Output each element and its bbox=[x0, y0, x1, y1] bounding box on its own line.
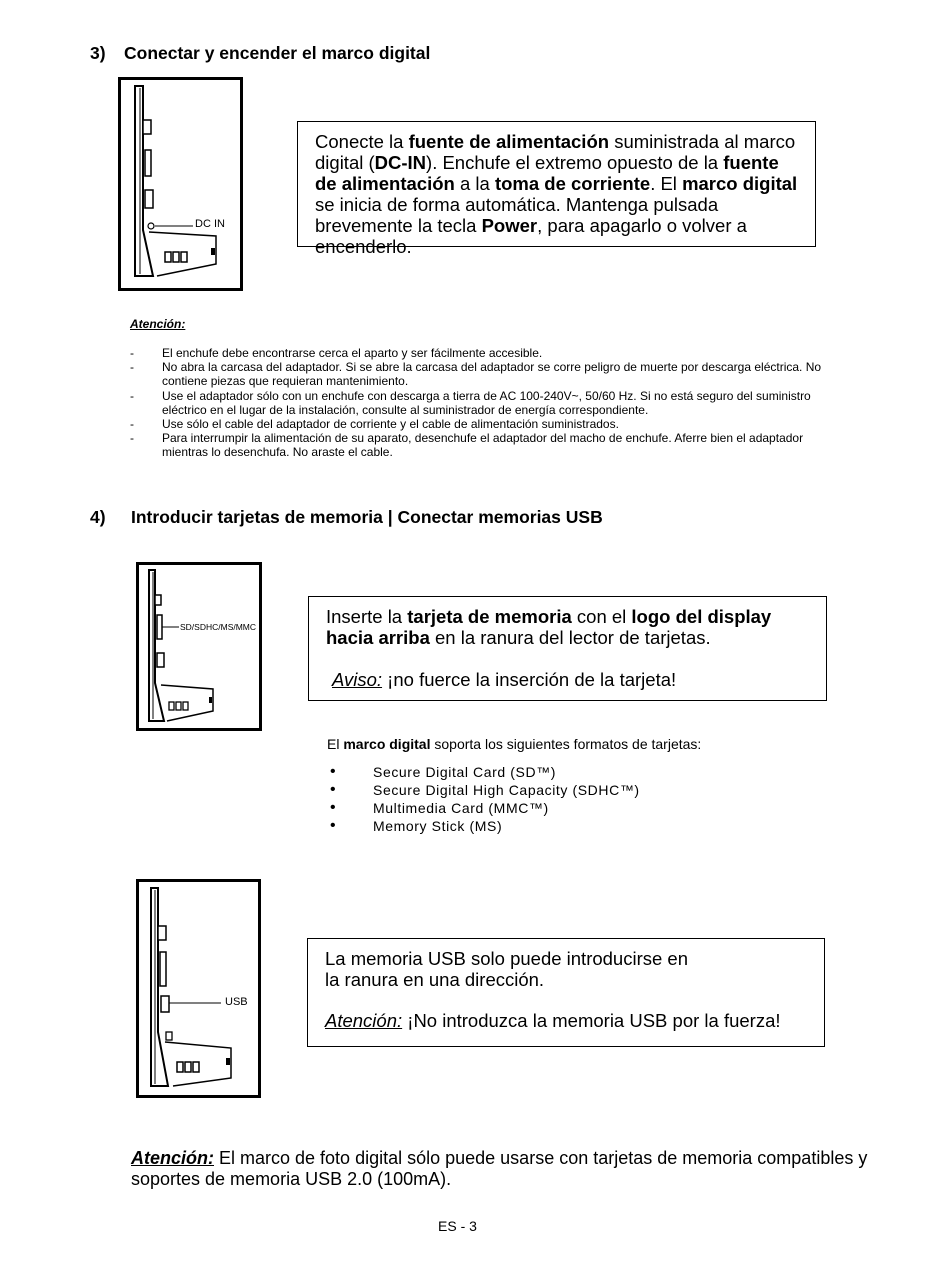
card-format-item: • Secure Digital Card (SD™) bbox=[328, 763, 640, 781]
usb-instructions-box bbox=[307, 938, 825, 1047]
card-instructions-box bbox=[308, 596, 827, 701]
card-format-item: • Secure Digital High Capacity (SDHC™) bbox=[328, 781, 640, 799]
card-format-item: • Memory Stick (MS) bbox=[328, 817, 640, 835]
usb-port-label: USB bbox=[225, 996, 248, 1008]
section-3-number: 3) bbox=[90, 43, 106, 63]
warning-item: - Use el adaptador sólo con un enchufe con descarga a tierra de AC 100-240V~, 50/60 Hz. Si no está seguro del suministro eléctrico en el lugar de la instalación, consulte al suministrador de energía correspondiente. bbox=[130, 389, 852, 417]
section-4-title: Introducir tarjetas de memoria | Conectar memorias USB bbox=[131, 507, 603, 527]
frame-dcin-illustration bbox=[118, 77, 243, 291]
warning-item: - Para interrumpir la alimentación de su aparato, desenchufe el adaptador del macho de enchufe. Aferre bien el adaptador mientras lo desenchufa. No araste el cable. bbox=[130, 431, 852, 459]
card-slot-label: SD/SDHC/MS/MMC bbox=[180, 622, 257, 632]
power-instructions-box bbox=[297, 121, 816, 257]
section-4-number: 4) bbox=[90, 507, 106, 527]
card-notice: Aviso: ¡no fuerce la inserción de la tarjeta! bbox=[332, 669, 677, 690]
warning-list bbox=[130, 346, 852, 460]
frame-usb-icon bbox=[139, 882, 258, 1095]
section-3-title: Conectar y encender el marco digital bbox=[124, 43, 431, 63]
frame-side-icon bbox=[121, 80, 240, 288]
usb-instructions-line-2: la ranura en una dirección. bbox=[325, 969, 545, 990]
usb-instructions-line-1: La memoria USB solo puede introducirse en bbox=[325, 948, 688, 969]
dcin-label: DC IN bbox=[195, 218, 225, 230]
frame-usb-illustration bbox=[136, 879, 261, 1098]
card-format-item: • Multimedia Card (MMC™) bbox=[328, 799, 640, 817]
warning-item: - El enchufe debe encontrarse cerca el aparto y ser fácilmente accesible. bbox=[130, 346, 852, 360]
warning-title: Atención: bbox=[130, 317, 186, 331]
frame-card-icon bbox=[139, 565, 259, 728]
power-instructions-text: Conecte la fuente de alimentación suministrada al marco digital (DC-IN). Enchufe el extremo opuesto de la fuente de alimentación a la toma de corriente. El marco digital se inicia de forma automática. Mantenga pulsada brevemente la tecla Power, para apagarlo o volver a encenderlo. bbox=[315, 131, 798, 257]
page-number: ES - 3 bbox=[438, 1218, 477, 1234]
usb-warning: Atención: ¡No introduzca la memoria USB por la fuerza! bbox=[325, 1010, 781, 1031]
warning-item: - No abra la carcasa del adaptador. Si se abre la carcasa del adaptador se corre peligro de muerte por descarga eléctrica. No contiene piezas que requieran mantenimiento. bbox=[130, 360, 852, 388]
final-note: Atención: El marco de foto digital sólo puede usarse con tarjetas de memoria compatibles y soportes de memoria USB 2.0 (100mA). bbox=[131, 1148, 868, 1189]
card-format-list bbox=[328, 763, 640, 835]
frame-card-illustration bbox=[136, 562, 262, 731]
card-instructions-text: Inserte la tarjeta de memoria con el logo del display hacia arriba en la ranura del lector de tarjetas. bbox=[326, 606, 772, 648]
formats-intro: El marco digital soporta los siguientes formatos de tarjetas: bbox=[327, 736, 702, 752]
warning-item: - Use sólo el cable del adaptador de corriente y el cable de alimentación suministrados. bbox=[130, 417, 852, 431]
